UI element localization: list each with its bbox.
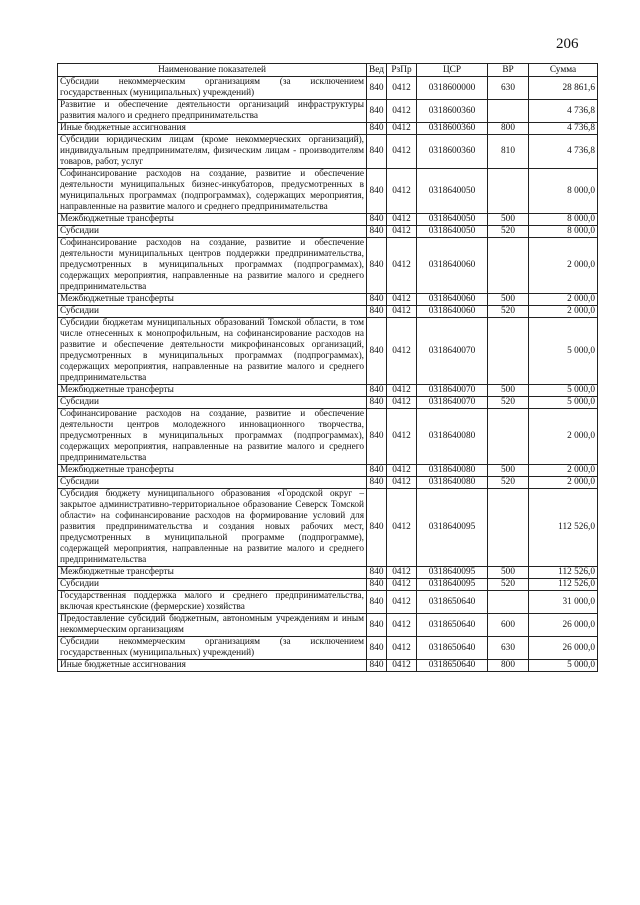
table-row bbox=[58, 397, 598, 409]
cell-rzpr: 0412 bbox=[387, 409, 417, 465]
cell-name: Субсидии некоммерческим организациям (за исключением государственных (муниципальных) учреждений) bbox=[58, 637, 367, 660]
cell-vr: 520 bbox=[488, 226, 529, 238]
cell-rzpr: 0412 bbox=[387, 306, 417, 318]
cell-name: Межбюджетные трансферты bbox=[58, 214, 367, 226]
table-row bbox=[58, 465, 598, 477]
cell-vr: 810 bbox=[488, 135, 529, 169]
cell-rzpr: 0412 bbox=[387, 567, 417, 579]
cell-rzpr: 0412 bbox=[387, 477, 417, 489]
cell-sum: 112 526,0 bbox=[529, 567, 598, 579]
header-row bbox=[58, 64, 598, 77]
cell-csr: 0318640060 bbox=[417, 306, 488, 318]
cell-vr: 500 bbox=[488, 465, 529, 477]
cell-rzpr: 0412 bbox=[387, 385, 417, 397]
cell-sum: 2 000,0 bbox=[529, 409, 598, 465]
budget-table bbox=[57, 63, 598, 672]
cell-ved: 840 bbox=[367, 226, 387, 238]
cell-name: Межбюджетные трансферты bbox=[58, 294, 367, 306]
cell-vr: 520 bbox=[488, 306, 529, 318]
cell-vr bbox=[488, 489, 529, 567]
cell-sum: 2 000,0 bbox=[529, 294, 598, 306]
table-row bbox=[58, 169, 598, 214]
cell-rzpr: 0412 bbox=[387, 77, 417, 100]
cell-csr: 0318640060 bbox=[417, 238, 488, 294]
cell-sum: 4 736,8 bbox=[529, 100, 598, 123]
table-row bbox=[58, 238, 598, 294]
cell-sum: 5 000,0 bbox=[529, 318, 598, 385]
table-row bbox=[58, 123, 598, 135]
cell-rzpr: 0412 bbox=[387, 637, 417, 660]
cell-name: Межбюджетные трансферты bbox=[58, 385, 367, 397]
cell-ved: 840 bbox=[367, 123, 387, 135]
cell-vr: 520 bbox=[488, 397, 529, 409]
cell-ved: 840 bbox=[367, 385, 387, 397]
cell-csr: 0318640080 bbox=[417, 409, 488, 465]
table-row bbox=[58, 214, 598, 226]
table-row bbox=[58, 660, 598, 672]
cell-ved: 840 bbox=[367, 135, 387, 169]
cell-vr bbox=[488, 409, 529, 465]
cell-sum: 4 736,8 bbox=[529, 123, 598, 135]
cell-name: Государственная поддержка малого и среднего предпринимательства, включая крестьянские (фермерские) хозяйства bbox=[58, 591, 367, 614]
cell-ved: 840 bbox=[367, 489, 387, 567]
cell-ved: 840 bbox=[367, 306, 387, 318]
cell-name: Софинансирование расходов на создание, развитие и обеспечение деятельности центров молодежного инновационного творчества, предусмотренных в муниципальных программах (подпрограммах), содержащих мероприятия, направленные на развитие малого и среднего предпринимательства bbox=[58, 409, 367, 465]
cell-vr: 500 bbox=[488, 214, 529, 226]
table-row bbox=[58, 294, 598, 306]
cell-rzpr: 0412 bbox=[387, 614, 417, 637]
cell-name: Софинансирование расходов на создание, развитие и обеспечение деятельности муниципальных бизнес-инкубаторов, предусмотренных в муниципальных программах (подпрограммах), содержащих мероприятия, направленные на развитие малого и среднего предпринимательства bbox=[58, 169, 367, 214]
cell-sum: 112 526,0 bbox=[529, 489, 598, 567]
cell-rzpr: 0412 bbox=[387, 226, 417, 238]
cell-rzpr: 0412 bbox=[387, 294, 417, 306]
cell-vr: 500 bbox=[488, 294, 529, 306]
cell-csr: 0318640095 bbox=[417, 489, 488, 567]
table-row bbox=[58, 567, 598, 579]
header-name: Наименование показателей bbox=[58, 64, 367, 77]
cell-csr: 0318640070 bbox=[417, 318, 488, 385]
cell-csr: 0318640095 bbox=[417, 579, 488, 591]
cell-rzpr: 0412 bbox=[387, 660, 417, 672]
cell-ved: 840 bbox=[367, 318, 387, 385]
cell-sum: 26 000,0 bbox=[529, 637, 598, 660]
cell-name: Субсидии bbox=[58, 579, 367, 591]
cell-ved: 840 bbox=[367, 477, 387, 489]
cell-vr: 630 bbox=[488, 77, 529, 100]
cell-ved: 840 bbox=[367, 100, 387, 123]
cell-vr: 520 bbox=[488, 477, 529, 489]
cell-ved: 840 bbox=[367, 77, 387, 100]
cell-csr: 0318650640 bbox=[417, 614, 488, 637]
cell-name: Межбюджетные трансферты bbox=[58, 567, 367, 579]
table-body bbox=[58, 77, 598, 672]
cell-csr: 0318600000 bbox=[417, 77, 488, 100]
table-row bbox=[58, 100, 598, 123]
cell-csr: 0318640050 bbox=[417, 169, 488, 214]
header-rzpr: РзПр bbox=[387, 64, 417, 77]
cell-name: Субсидии bbox=[58, 306, 367, 318]
table-row bbox=[58, 591, 598, 614]
cell-name: Предоставление субсидий бюджетным, автономным учреждениям и иным некоммерческим организациям bbox=[58, 614, 367, 637]
cell-csr: 0318600360 bbox=[417, 100, 488, 123]
cell-csr: 0318640070 bbox=[417, 385, 488, 397]
cell-sum: 26 000,0 bbox=[529, 614, 598, 637]
table-row bbox=[58, 579, 598, 591]
cell-name: Софинансирование расходов на создание, развитие и обеспечение деятельности муниципальных центров поддержки предпринимательства, предусмотренных в муниципальных программах (подпрограммах), содержащих мероприятия, направленные на развитие малого и среднего предпринимательства bbox=[58, 238, 367, 294]
cell-vr bbox=[488, 318, 529, 385]
cell-rzpr: 0412 bbox=[387, 318, 417, 385]
cell-rzpr: 0412 bbox=[387, 591, 417, 614]
cell-name: Субсидия бюджету муниципального образования «Городской округ – закрытое административно-территориальное образование Северск Томской области» на софинансирование расходов на формирование условий для развития предпринимательства и создания новых рабочих мест, предусмотренных в муниципальной программе (подпрограмме), содержащей мероприятия, направленные на развитие малого и среднего предпринимательства bbox=[58, 489, 367, 567]
cell-ved: 840 bbox=[367, 660, 387, 672]
cell-sum: 31 000,0 bbox=[529, 591, 598, 614]
header-vr: ВР bbox=[488, 64, 529, 77]
cell-sum: 8 000,0 bbox=[529, 214, 598, 226]
cell-name: Субсидии bbox=[58, 397, 367, 409]
cell-csr: 0318640080 bbox=[417, 477, 488, 489]
cell-sum: 2 000,0 bbox=[529, 465, 598, 477]
cell-vr: 500 bbox=[488, 567, 529, 579]
cell-ved: 840 bbox=[367, 238, 387, 294]
cell-rzpr: 0412 bbox=[387, 489, 417, 567]
cell-sum: 5 000,0 bbox=[529, 397, 598, 409]
cell-sum: 28 861,6 bbox=[529, 77, 598, 100]
cell-vr: 630 bbox=[488, 637, 529, 660]
cell-ved: 840 bbox=[367, 214, 387, 226]
cell-rzpr: 0412 bbox=[387, 397, 417, 409]
cell-vr bbox=[488, 100, 529, 123]
cell-csr: 0318640060 bbox=[417, 294, 488, 306]
cell-name: Субсидии bbox=[58, 226, 367, 238]
cell-rzpr: 0412 bbox=[387, 465, 417, 477]
cell-csr: 0318650640 bbox=[417, 637, 488, 660]
cell-vr: 600 bbox=[488, 614, 529, 637]
cell-name: Субсидии bbox=[58, 477, 367, 489]
cell-rzpr: 0412 bbox=[387, 238, 417, 294]
cell-vr: 520 bbox=[488, 579, 529, 591]
cell-sum: 112 526,0 bbox=[529, 579, 598, 591]
cell-vr bbox=[488, 591, 529, 614]
table-row bbox=[58, 385, 598, 397]
cell-ved: 840 bbox=[367, 579, 387, 591]
cell-sum: 8 000,0 bbox=[529, 169, 598, 214]
cell-name: Субсидии юридическим лицам (кроме некоммерческих организаций), индивидуальным предпринимателям, физическим лицам - производителям товаров, работ, услуг bbox=[58, 135, 367, 169]
table-row bbox=[58, 77, 598, 100]
table-row bbox=[58, 318, 598, 385]
cell-csr: 0318640070 bbox=[417, 397, 488, 409]
table-row bbox=[58, 226, 598, 238]
cell-sum: 2 000,0 bbox=[529, 477, 598, 489]
cell-ved: 840 bbox=[367, 409, 387, 465]
cell-name: Иные бюджетные ассигнования bbox=[58, 660, 367, 672]
cell-vr bbox=[488, 238, 529, 294]
cell-csr: 0318640080 bbox=[417, 465, 488, 477]
cell-rzpr: 0412 bbox=[387, 214, 417, 226]
cell-ved: 840 bbox=[367, 169, 387, 214]
cell-sum: 8 000,0 bbox=[529, 226, 598, 238]
cell-ved: 840 bbox=[367, 397, 387, 409]
cell-csr: 0318650640 bbox=[417, 660, 488, 672]
cell-name: Развитие и обеспечение деятельности организаций инфраструктуры развития малого и среднего предпринимательства bbox=[58, 100, 367, 123]
cell-rzpr: 0412 bbox=[387, 579, 417, 591]
cell-ved: 840 bbox=[367, 567, 387, 579]
table-row bbox=[58, 489, 598, 567]
cell-rzpr: 0412 bbox=[387, 169, 417, 214]
cell-name: Субсидии некоммерческим организациям (за исключением государственных (муниципальных) учреждений) bbox=[58, 77, 367, 100]
cell-name: Иные бюджетные ассигнования bbox=[58, 123, 367, 135]
cell-csr: 0318600360 bbox=[417, 123, 488, 135]
cell-csr: 0318600360 bbox=[417, 135, 488, 169]
cell-sum: 2 000,0 bbox=[529, 306, 598, 318]
cell-vr: 500 bbox=[488, 385, 529, 397]
cell-rzpr: 0412 bbox=[387, 135, 417, 169]
header-sum: Сумма bbox=[529, 64, 598, 77]
header-ved: Вед bbox=[367, 64, 387, 77]
cell-ved: 840 bbox=[367, 294, 387, 306]
table-row bbox=[58, 135, 598, 169]
cell-ved: 840 bbox=[367, 465, 387, 477]
cell-vr: 800 bbox=[488, 660, 529, 672]
cell-sum: 2 000,0 bbox=[529, 238, 598, 294]
header-csr: ЦСР bbox=[417, 64, 488, 77]
cell-ved: 840 bbox=[367, 591, 387, 614]
table-row bbox=[58, 306, 598, 318]
cell-name: Межбюджетные трансферты bbox=[58, 465, 367, 477]
cell-vr: 800 bbox=[488, 123, 529, 135]
cell-ved: 840 bbox=[367, 637, 387, 660]
cell-sum: 4 736,8 bbox=[529, 135, 598, 169]
cell-vr bbox=[488, 169, 529, 214]
cell-sum: 5 000,0 bbox=[529, 385, 598, 397]
cell-name: Субсидии бюджетам муниципальных образований Томской области, в том числе отнесенных к монопрофильным, на софинансирование расходов на развитие и обеспечение деятельности микрофинансовых организаций, предусмотренных в муниципальных программах (подпрограммах), содержащих мероприятия, направленные на развитие малого и среднего предпринимательства bbox=[58, 318, 367, 385]
cell-csr: 0318640050 bbox=[417, 214, 488, 226]
cell-csr: 0318640050 bbox=[417, 226, 488, 238]
cell-rzpr: 0412 bbox=[387, 123, 417, 135]
cell-csr: 0318640095 bbox=[417, 567, 488, 579]
cell-rzpr: 0412 bbox=[387, 100, 417, 123]
table-row bbox=[58, 477, 598, 489]
table-row bbox=[58, 614, 598, 637]
table-row bbox=[58, 637, 598, 660]
cell-ved: 840 bbox=[367, 614, 387, 637]
cell-csr: 0318650640 bbox=[417, 591, 488, 614]
page-number: 206 bbox=[556, 36, 579, 52]
cell-sum: 5 000,0 bbox=[529, 660, 598, 672]
table-row bbox=[58, 409, 598, 465]
